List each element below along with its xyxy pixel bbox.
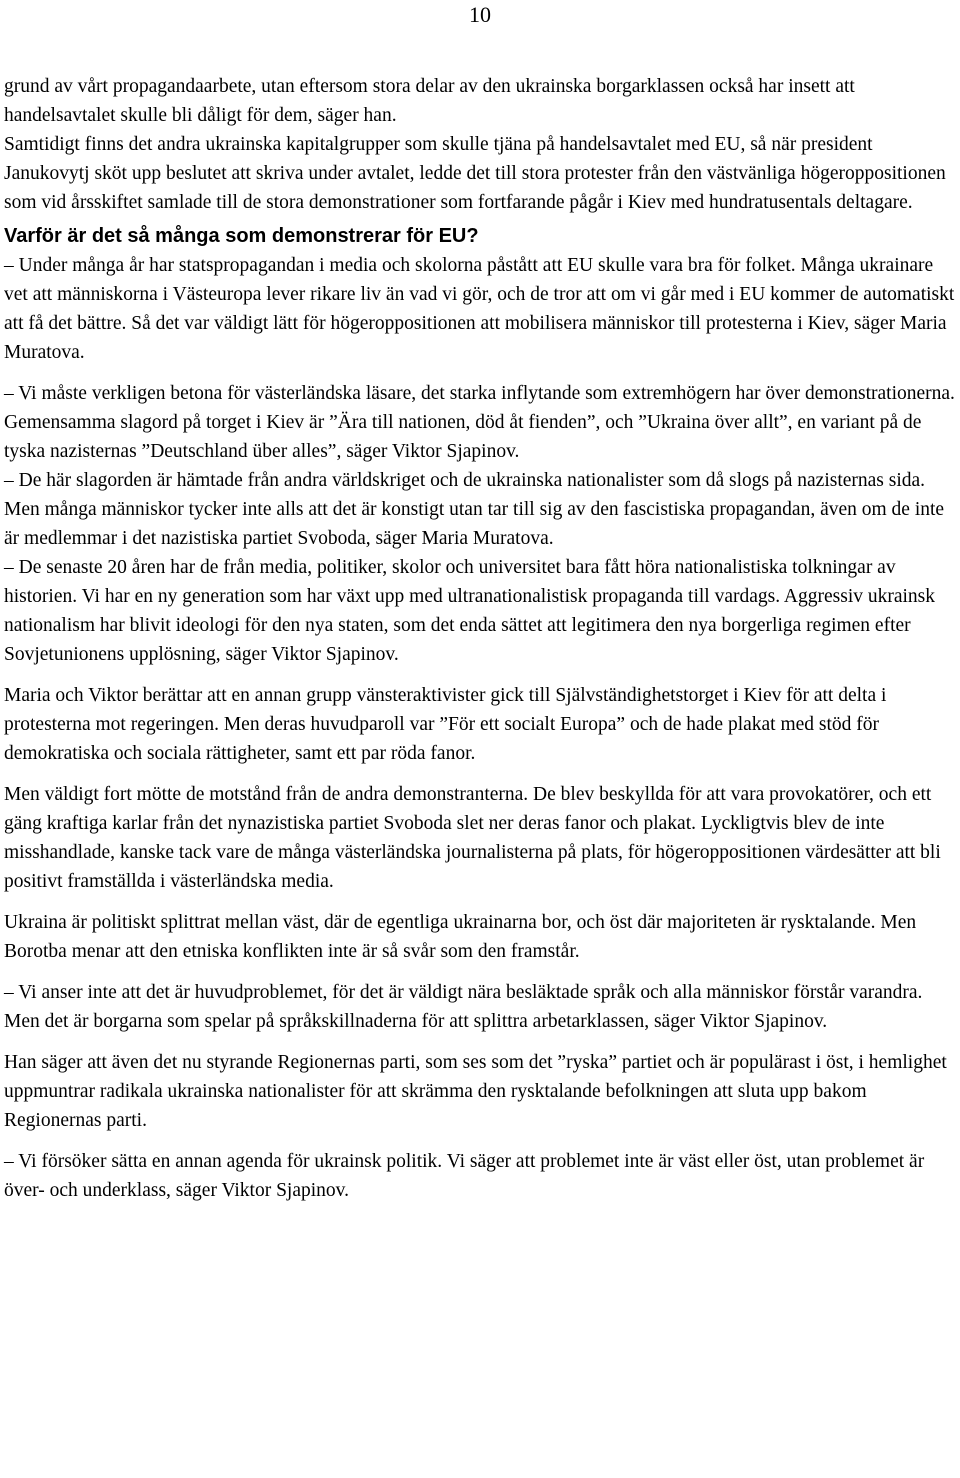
paragraph: Ukraina är politiskt splittrat mellan väst, där de egentliga ukrainarna bor, och öst där majoriteten är rysktalande. Men Borotba menar att den etniska konflikten inte är så svår som den framstår. (4, 912, 917, 962)
paragraph: Maria och Viktor berättar att en annan grupp vänsteraktivister gick till Självständighetstorget i Kiev för att delta i protesterna mot regeringen. Men deras huvudparoll var ”För ett socialt Europa” och de hade plakat med stöd för demokratiska och sociala rättigheter, samt ett par röda fanor. (4, 685, 887, 764)
quote-paragraph: – Vi försöker sätta en annan agenda för ukrainsk politik. Vi säger att problemet inte är väst eller öst, utan problemet är över- och underklass, säger Viktor Sjapinov. (4, 1151, 925, 1201)
section-heading: Varför är det så många som demonstrerar för EU? (4, 225, 479, 247)
paragraph: Han säger att även det nu styrande Regionernas parti, som ses som det ”ryska” partiet och är populärast i öst, i hemlighet uppmuntrar radikala ukrainska nationalister för att skrämma den rysktalande befolkningen att sluta upp bakom Regionernas parti. (4, 1052, 947, 1131)
quote-paragraph: – De senaste 20 åren har de från media, politiker, skolor och universitet bara fått höra nationalistiska tolkningar av historien. Vi har en ny generation som har växt upp med ultranationalistisk propaganda till vardags. Aggressiv ukrainsk nationalism har blivit ideologi för den nya staten, som det enda sättet att legitimera den nya borgerliga regimen efter Sovjetunionens upplösning, säger Viktor Sjapinov. (4, 557, 936, 665)
quote-paragraph: – Vi anser inte att det är huvudproblemet, för det är väldigt nära besläktade språk och alla människor förstår varandra. Men det är borgarna som spelar på språkskillnaderna för att splittra arbetarklassen, säger Viktor Sjapinov. (4, 982, 923, 1032)
paragraph-continuation: grund av vårt propagandaarbete, utan eftersom stora delar av den ukrainska borgarklassen också har insett att handelsavtalet skulle bli dåligt för dem, säger han. (4, 76, 855, 126)
paragraph: Samtidigt finns det andra ukrainska kapitalgrupper som skulle tjäna på handelsavtalet med EU, så när president Janukovytj sköt upp beslutet att skriva under avtalet, ledde det till stora protester från den västvänliga högeroppositionen som vid årsskiftet samlade till de stora demonstrationer som fortfarande pågår i Kiev med hundratusentals deltagare. (4, 134, 946, 213)
quote-paragraph: – Vi måste verkligen betona för västerländska läsare, det starka inflytande som extremhögern har över demonstrationerna. Gemensamma slagord på torget i Kiev är ”Ära till nationen, död åt fienden”, och ”Ukraina över allt”, en variant på de tyska nazisternas ”Deutschland über alles”, säger Viktor Sjapinov. (4, 383, 955, 462)
page-number: 10 (469, 2, 491, 27)
document-body (4, 72, 956, 1205)
quote-paragraph: – De här slagorden är hämtade från andra världskriget och de ukrainska nationalister som då slogs på nazisternas sida. Men många människor tycker inte alls att det är konstigt utan tar till sig av den fascistiska propagandan, även om de inte är medlemmar i det nazistiska partiet Svoboda, säger Maria Muratova. (4, 470, 945, 549)
paragraph: Men väldigt fort mötte de motstånd från de andra demonstranterna. De blev beskyllda för att vara provokatörer, och ett gäng kraftiga karlar från det nynazistiska partiet Svoboda slet ner deras fanor och plakat. Lyckligtvis blev de inte misshandlade, kanske tack vare de många västerländska journalisterna på plats, för högeroppositionen värdesätter att bli positivt framställda i västerländska media. (4, 784, 941, 892)
quote-paragraph: – Under många år har statspropagandan i media och skolorna påstått att EU skulle vara bra för folket. Många ukrainare vet att människorna i Västeuropa lever rikare liv än vad vi gör, och de tror att om vi går med i EU kommer de automatiskt att få det bättre. Så det var väldigt lätt för högeroppositionen att mobilisera människor till protesterna i Kiev, säger Maria Muratova. (4, 255, 955, 363)
